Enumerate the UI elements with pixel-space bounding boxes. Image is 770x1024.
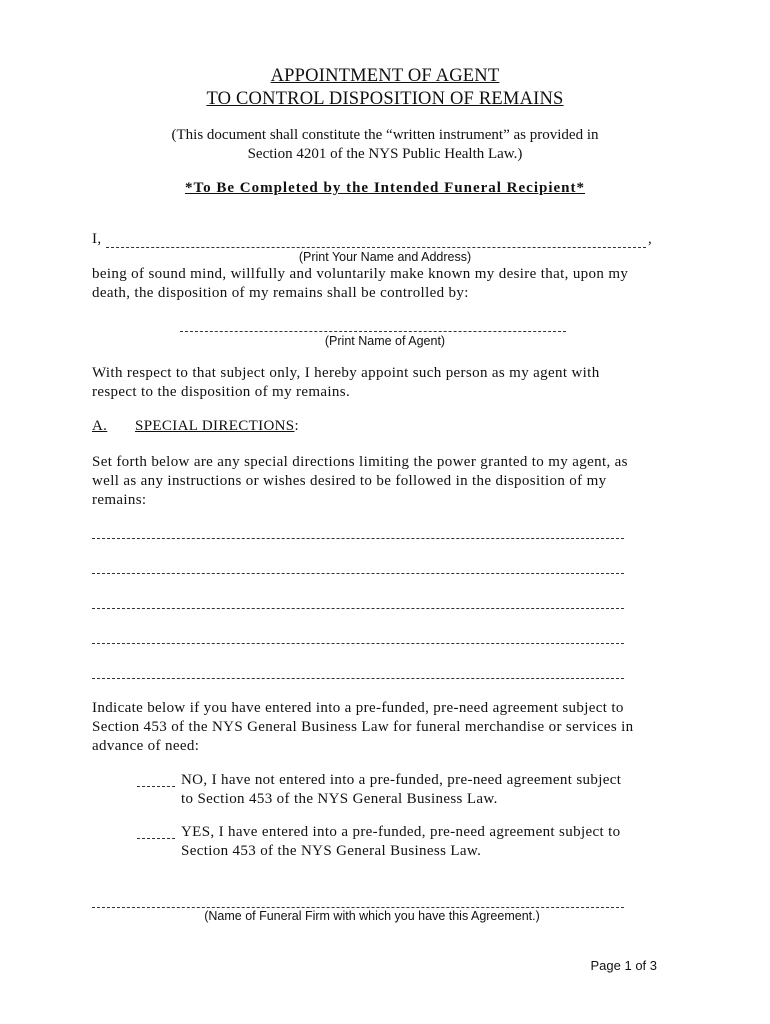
- option-yes-checkbox[interactable]: [137, 838, 175, 839]
- preneed-line2: Section 453 of the NYS General Business Law for funeral merchandise or services in: [92, 719, 634, 735]
- name-field-caption: (Print Your Name and Address): [298, 250, 472, 264]
- preneed-line1: Indicate below if you have entered into a pre-funded, pre-need agreement subject to: [92, 700, 624, 716]
- direction-line-4[interactable]: [92, 643, 624, 644]
- document-title-line1: APPOINTMENT OF AGENT: [270, 66, 500, 86]
- option-yes-line2: Section 453 of the NYS General Business Law.: [181, 843, 482, 859]
- special-directions-line3: remains:: [92, 492, 147, 508]
- declaration-line2: death, the disposition of my remains shall be controlled by:: [92, 285, 469, 301]
- appointment-line2: respect to the disposition of my remains.: [92, 384, 351, 400]
- section-a-heading-text: SPECIAL DIRECTIONS: [135, 418, 295, 434]
- page-number: Page 1 of 3: [590, 958, 657, 973]
- agent-name-field[interactable]: [180, 331, 566, 332]
- funeral-firm-field[interactable]: [92, 907, 624, 908]
- option-no-checkbox[interactable]: [137, 786, 175, 787]
- declaration-line1: being of sound mind, willfully and voluntarily make known my desire that, upon my: [92, 266, 629, 282]
- name-field-suffix: ,: [648, 231, 653, 247]
- option-yes-line1: YES, I have entered into a pre-funded, pre-need agreement subject to: [181, 824, 621, 840]
- intro-line1: (This document shall constitute the “written instrument” as provided in: [171, 127, 599, 143]
- section-a-colon: :: [294, 418, 300, 434]
- funeral-firm-caption: (Name of Funeral Firm with which you have this Agreement.): [204, 909, 540, 923]
- direction-line-5[interactable]: [92, 678, 624, 679]
- name-address-field[interactable]: [106, 247, 646, 248]
- direction-line-3[interactable]: [92, 608, 624, 609]
- section-a-letter: A.: [92, 418, 108, 434]
- special-directions-line2: well as any instructions or wishes desired to be followed in the disposition of my: [92, 473, 607, 489]
- option-no-line1: NO, I have not entered into a pre-funded, pre-need agreement subject: [181, 772, 622, 788]
- agent-field-caption: (Print Name of Agent): [324, 334, 446, 348]
- direction-line-1[interactable]: [92, 538, 624, 539]
- appointment-line1: With respect to that subject only, I hereby appoint such person as my agent with: [92, 365, 600, 381]
- section-a-heading: [135, 417, 299, 436]
- intro-line2: Section 4201 of the NYS Public Health Law.): [247, 146, 523, 162]
- name-field-prefix: I,: [92, 231, 102, 247]
- preneed-line3: advance of need:: [92, 738, 200, 754]
- document-title-line2: TO CONTROL DISPOSITION OF REMAINS: [206, 89, 564, 109]
- completion-note: *To Be Completed by the Intended Funeral Recipient*: [184, 180, 586, 196]
- option-no-line2: to Section 453 of the NYS General Business Law.: [181, 791, 498, 807]
- special-directions-line1: Set forth below are any special directions limiting the power granted to my agent, as: [92, 454, 628, 470]
- direction-line-2[interactable]: [92, 573, 624, 574]
